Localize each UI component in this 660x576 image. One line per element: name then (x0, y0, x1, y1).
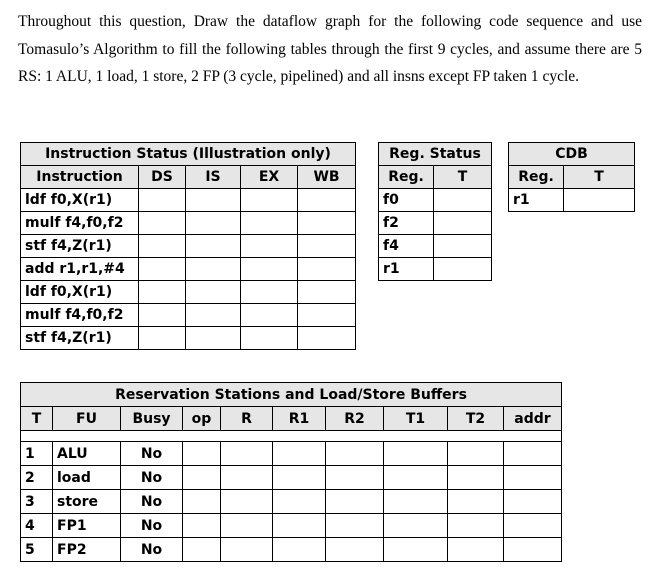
instruction-row (21, 327, 356, 350)
instruction-row (21, 304, 356, 327)
cdb-reg-cell: r1 (509, 189, 564, 212)
register-status-title: Reg. Status (379, 143, 492, 166)
instruction-row (21, 235, 356, 258)
col-is: IS (186, 166, 241, 189)
col-t: T (564, 166, 635, 189)
instruction-cell: ldf f0,X(r1) (21, 189, 139, 212)
instruction-row (21, 281, 356, 304)
rs-row (21, 442, 562, 466)
rs-fu: FP1 (53, 514, 121, 538)
rs-row (21, 514, 562, 538)
instruction-status-table (20, 142, 356, 350)
rs-row (21, 490, 562, 514)
rs-busy: No (121, 538, 183, 562)
register-row (379, 212, 492, 235)
rs-tag: 1 (21, 442, 53, 466)
cdb-row (509, 189, 635, 212)
instruction-cell: ldf f0,X(r1) (21, 281, 139, 304)
col-r2: R2 (326, 407, 384, 431)
reservation-stations-title: Reservation Stations and Load/Store Buffers (21, 383, 562, 407)
register-row (379, 235, 492, 258)
rs-row (21, 538, 562, 562)
cdb-title: CDB (509, 143, 635, 166)
col-t2: T2 (448, 407, 504, 431)
instruction-row (21, 258, 356, 281)
instruction-cell: add r1,r1,#4 (21, 258, 139, 281)
col-wb: WB (298, 166, 356, 189)
instruction-cell: stf f4,Z(r1) (21, 327, 139, 350)
register-cell: f0 (379, 189, 434, 212)
col-ds: DS (139, 166, 186, 189)
register-row (379, 189, 492, 212)
instruction-row (21, 212, 356, 235)
rs-fu: load (53, 466, 121, 490)
rs-fu: FP2 (53, 538, 121, 562)
instruction-cell: stf f4,Z(r1) (21, 235, 139, 258)
col-t: T (21, 407, 53, 431)
col-reg: Reg. (509, 166, 564, 189)
col-op: op (183, 407, 221, 431)
rs-fu: ALU (53, 442, 121, 466)
question-text: Throughout this question, Draw the dataflow graph for the following code sequence and use Tomasulo’s Algorithm to fill the following tables through the first 9 cycles, and assume there are 5 RS: 1 ALU, 1 load, 1 store, 2 FP (3 cycle, pipelined) and all insns except FP taken 1 cycle. (18, 13, 642, 85)
col-ex: EX (241, 166, 298, 189)
col-r1: R1 (273, 407, 326, 431)
rs-busy: No (121, 490, 183, 514)
col-t1: T1 (384, 407, 448, 431)
rs-tag: 3 (21, 490, 53, 514)
col-instruction: Instruction (21, 166, 139, 189)
col-addr: addr (504, 407, 562, 431)
cdb-table (508, 142, 635, 212)
rs-fu: store (53, 490, 121, 514)
instruction-cell: mulf f4,f0,f2 (21, 304, 139, 327)
rs-busy: No (121, 514, 183, 538)
register-row (379, 258, 492, 281)
rs-busy: No (121, 466, 183, 490)
spacer-row (21, 431, 562, 442)
register-status-table (378, 142, 492, 281)
col-r: R (221, 407, 273, 431)
instruction-row (21, 189, 356, 212)
instruction-status-title: Instruction Status (Illustration only) (21, 143, 356, 166)
col-t: T (434, 166, 492, 189)
col-reg: Reg. (379, 166, 434, 189)
rs-tag: 2 (21, 466, 53, 490)
col-busy: Busy (121, 407, 183, 431)
register-cell: f4 (379, 235, 434, 258)
rs-tag: 5 (21, 538, 53, 562)
register-cell: r1 (379, 258, 434, 281)
register-cell: f2 (379, 212, 434, 235)
instruction-cell: mulf f4,f0,f2 (21, 212, 139, 235)
rs-busy: No (121, 442, 183, 466)
rs-row (21, 466, 562, 490)
rs-tag: 4 (21, 514, 53, 538)
col-fu: FU (53, 407, 121, 431)
reservation-stations-table (20, 382, 562, 562)
